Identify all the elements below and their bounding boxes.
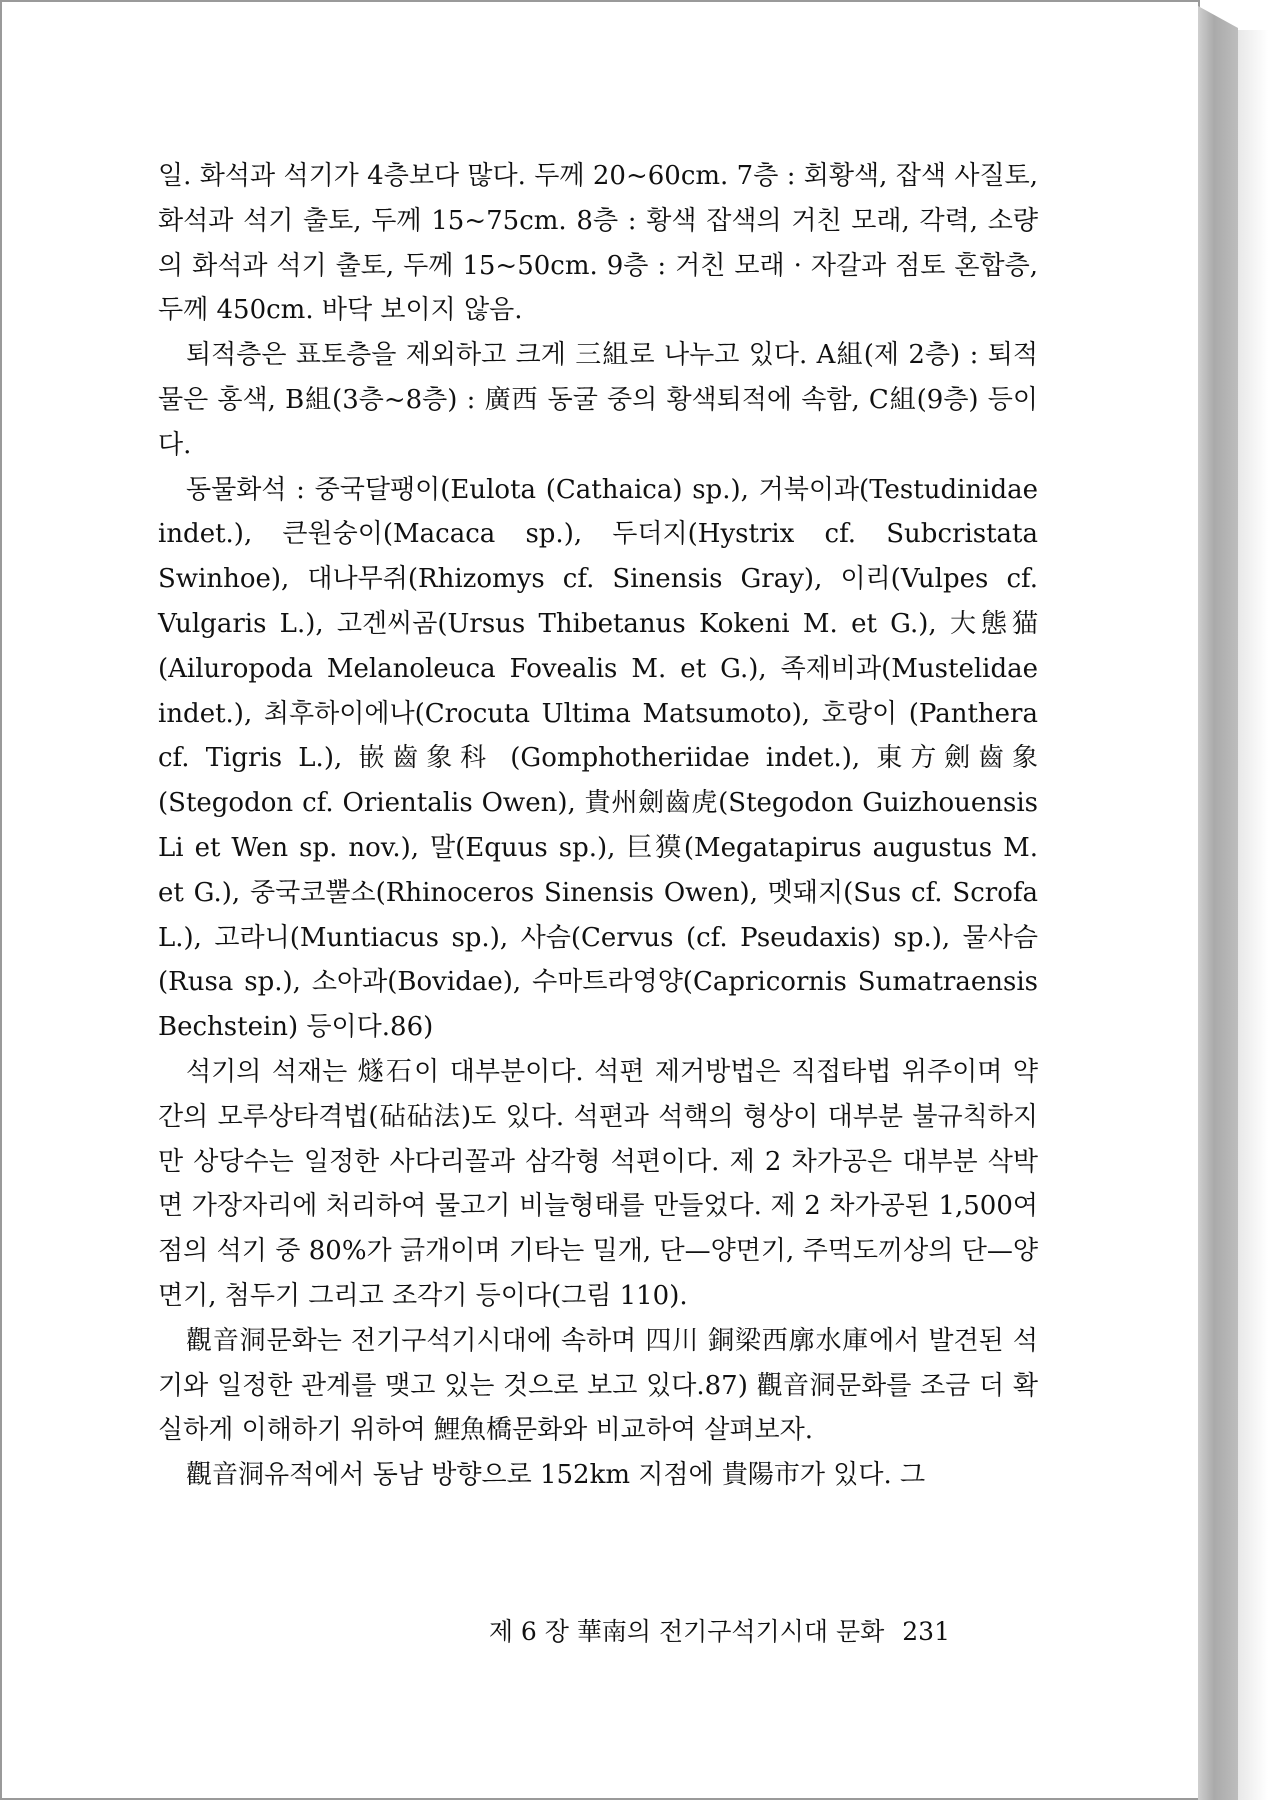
paragraph-animal-fossils: 동물화석 : 중국달팽이(Eulota (Cathaica) sp.), 거북이과(Testudinidae indet.), 큰원숭이(Macaca sp.), 두더지(Hystrix cf. Subcristata Swinhoe), 대나무쥐(Rhizomys cf. Sinensis Gray), 이리(Vulpes cf. Vulgaris L.), 고겐씨곰(Ursus Thibetanus Kokeni M. et G.), 大態猫(Ailuropoda Melanoleuca Fovealis M. et G.), 족제비과(Mustelidae indet.), 최후하이에나(Crocuta Ultima Matsumoto), 호랑이 (Panthera cf. Tigris L.), 嵌齒象科 (Gomphotheriidae indet.), 東方劍齒象(Stegodon cf. Orientalis Owen), 貴州劍齒虎(Stegodon Guizhouensis Li et Wen sp. nov.), 말(Equus sp.), 巨獏(Megatapirus augustus M. et G.), 중국코뿔소(Rhinoceros Sinensis Owen), 멧돼지(Sus cf. Scrofa L.), 고라니(Muntiacus sp.), 사슴(Cervus (cf. Pseudaxis) sp.), 물사슴(Rusa sp.), 소아과(Bovidae), 수마트라영양(Capricornis Sumatraensis Bechstein) 등이다.86) — [158, 474, 1038, 1043]
chapter-title: 제 6 장 華南의 전기구석기시대 문화 — [488, 1617, 885, 1646]
page-edge-shading — [1198, 6, 1238, 1800]
paragraph-guanyindong-culture: 觀音洞문화는 전기구석기시대에 속하며 四川 銅梁西廓水庫에서 발견된 석기와 일정한 관계를 맺고 있는 것으로 보고 있다.87) 觀音洞문화를 조금 더 확실하게 이해하기 위하여 鯉魚橋문화와 비교하여 살펴보자. — [158, 1325, 1038, 1446]
running-footer — [471, 1612, 950, 1648]
page-number: 231 — [902, 1617, 950, 1646]
page-shadow — [1238, 30, 1268, 1800]
paragraph-deposit-groups: 퇴적층은 표토층을 제외하고 크게 三組로 나누고 있다. A組(제 2층) : 퇴적물은 홍색, B組(3층~8층) : 廣西 동굴 중의 황색퇴적에 속함, C組(9층) 등이다. — [158, 340, 1038, 460]
paragraph-site-location: 觀音洞유적에서 동남 방향으로 152km 지점에 貴陽市가 있다. 그 — [186, 1460, 926, 1491]
body-text — [158, 154, 1038, 1498]
paragraph-strata-continued: 일. 화석과 석기가 4층보다 많다. 두께 20~60cm. 7층 : 회황색, 잡색 사질토, 화석과 석기 출토, 두께 15~75cm. 8층 : 황색 잡색의 거친 모래, 각력, 소량의 화석과 석기 출토, 두께 15~50cm. 9층 : 거친 모래 · 자갈과 점토 혼합층, 두께 450cm. 바닥 보이지 않음. — [158, 161, 1038, 326]
paragraph-stone-tools: 석기의 석재는 燧石이 대부분이다. 석편 제거방법은 직접타법 위주이며 약간의 모루상타격법(砧砧法)도 있다. 석편과 석핵의 형상이 대부분 불규칙하지만 상당수는 일정한 사다리꼴과 삼각형 석편이다. 제 2 차가공은 대부분 삭박면 가장자리에 처리하여 물고기 비늘형태를 만들었다. 제 2 차가공된 1,500여 점의 석기 중 80%가 긁개이며 기타는 밀개, 단—양면기, 주먹도끼상의 단—양면기, 첨두기 그리고 조각기 등이다(그림 110). — [158, 1056, 1038, 1311]
